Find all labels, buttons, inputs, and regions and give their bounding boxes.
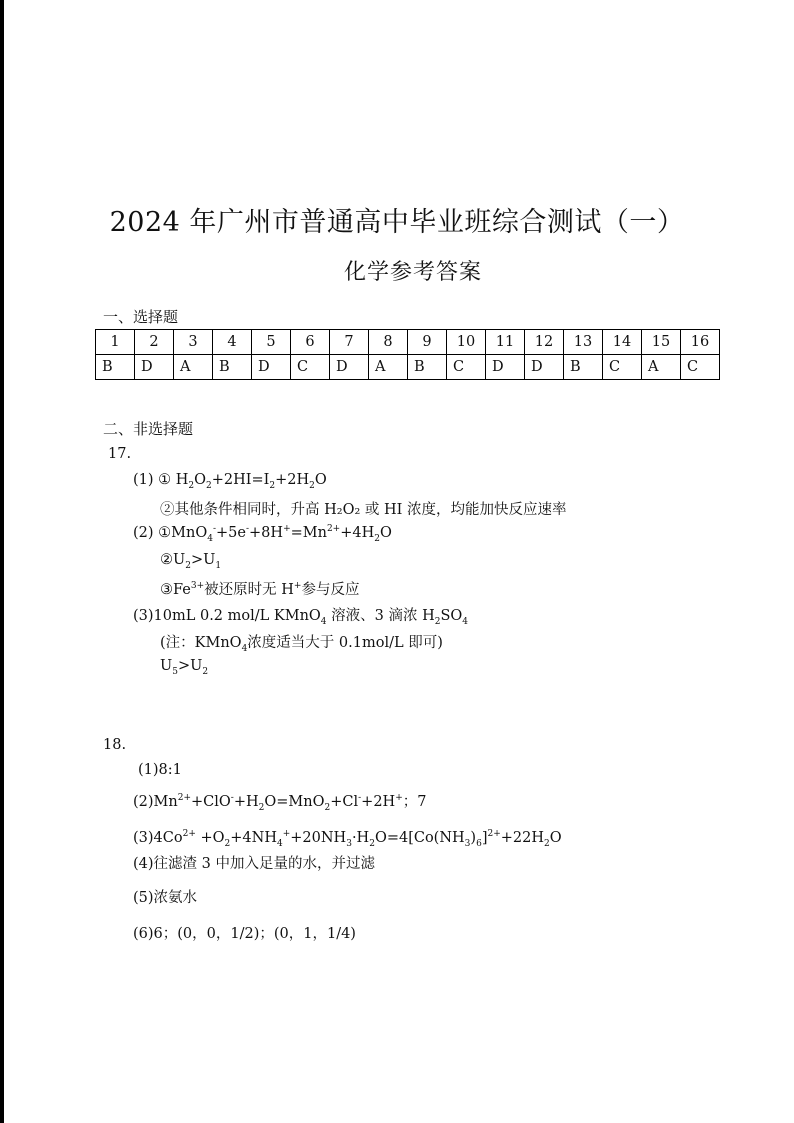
question-number: 9 — [408, 330, 447, 355]
answer-letter: D — [525, 355, 564, 380]
q18-part4: (4)往滤渣 3 中加入足量的水，并过滤 — [133, 856, 375, 872]
q18-part3-equation: $(3)4Co^{2+} +O_2+4NH_4^++20NH_3\cdot H_2O=4[Co(NH_3)_6]^{2+}+22H_2O$ — [133, 829, 562, 849]
answer-letter: B — [564, 355, 603, 380]
answer-letter: B — [213, 355, 252, 380]
question-number: 15 — [642, 330, 681, 355]
answer-letter: A — [369, 355, 408, 380]
page-title: 2024 年广州市普通高中毕业班综合测试（一） — [109, 207, 685, 238]
question-number: 11 — [486, 330, 525, 355]
question-number: 6 — [291, 330, 330, 355]
question-number: 7 — [330, 330, 369, 355]
q17-part3-text-a: (3)10mL 0.2 mol/L KMnO — [133, 608, 321, 624]
answer-letter: C — [681, 355, 720, 380]
section-heading-nonchoice: 二、非选择题 — [103, 420, 194, 438]
answer-letter: B — [96, 355, 135, 380]
answer-letter: D — [135, 355, 174, 380]
question-number: 2 — [135, 330, 174, 355]
q17-part3-text-b: 溶液、3 滴浓 H — [331, 608, 435, 624]
answer-letter: C — [603, 355, 642, 380]
page-subtitle: 化学参考答案 — [343, 260, 482, 285]
answer-letter: C — [447, 355, 486, 380]
q17-part3-text-c: SO — [440, 608, 463, 624]
q17-note-text-b: 浓度适当大于 0.1mol/L 即可) — [247, 635, 443, 651]
answer-letter: D — [252, 355, 291, 380]
q17-part2-prefix: (2) — [133, 525, 159, 541]
question-number: 12 — [525, 330, 564, 355]
answer-table-number-row — [96, 330, 720, 355]
section-heading-choice: 一、选择题 — [103, 308, 179, 326]
answer-letter: D — [330, 355, 369, 380]
question-number: 4 — [213, 330, 252, 355]
question-number: 1 — [96, 330, 135, 355]
question-number: 14 — [603, 330, 642, 355]
question-number: 13 — [564, 330, 603, 355]
answer-letter: A — [174, 355, 213, 380]
question-number: 3 — [174, 330, 213, 355]
answer-letter: A — [642, 355, 681, 380]
q18-part5: (5)浓氨水 — [133, 890, 198, 906]
answer-letter: B — [408, 355, 447, 380]
q17-note-text-a: (注：KMnO — [160, 635, 242, 651]
q18-part2-equation: $(2)Mn^{2+}+ClO^-+H_2O=MnO_2+Cl^-+2H^+$；7 — [133, 793, 427, 813]
question-17-number: 17. — [108, 446, 132, 462]
q17-part2-equation: (2) $①MnO_4^-+5e^-+8H^+=Mn^{2+}+4H_2O$ — [133, 524, 392, 544]
question-18-number: 18. — [103, 737, 127, 753]
q17-part3-reagents: (3)10mL 0.2 mol/L KMnO$_4$ 溶液、3 滴浓 $H_2SO_4$ — [133, 608, 469, 627]
q17-part3-note: (注：KMnO$_4$浓度适当大于 0.1mol/L 即可) — [160, 635, 443, 654]
answer-table-answer-row — [96, 355, 720, 380]
question-number: 16 — [681, 330, 720, 355]
q17-part1-conclusion: ②其他条件相同时，升高 H₂O₂ 或 HI 浓度，均能加快反应速率 — [160, 502, 567, 518]
q17-part2-reason: $③Fe^{3+}$被还原时无 H+参与反应 — [160, 581, 360, 598]
question-number: 8 — [369, 330, 408, 355]
answer-letter: C — [291, 355, 330, 380]
q17-part1-prefix: (1) ① — [133, 472, 176, 488]
question-number: 10 — [447, 330, 486, 355]
question-number: 5 — [252, 330, 291, 355]
answer-table — [95, 329, 720, 380]
q17-part3-comparison: $U_5>U_2$ — [160, 658, 209, 677]
answer-letter: D — [486, 355, 525, 380]
page-left-border — [0, 0, 4, 1123]
q17-part1-equation: (1) ① $H_2O_2+2HI=I_2+2H_2O$ — [133, 472, 327, 491]
q18-part1: (1)8:1 — [138, 762, 182, 778]
q17-part2-comparison: $②U_2>U_1$ — [160, 552, 222, 571]
q18-part6: (6)6；(0，0，1/2)；(0，1，1/4) — [133, 926, 356, 942]
